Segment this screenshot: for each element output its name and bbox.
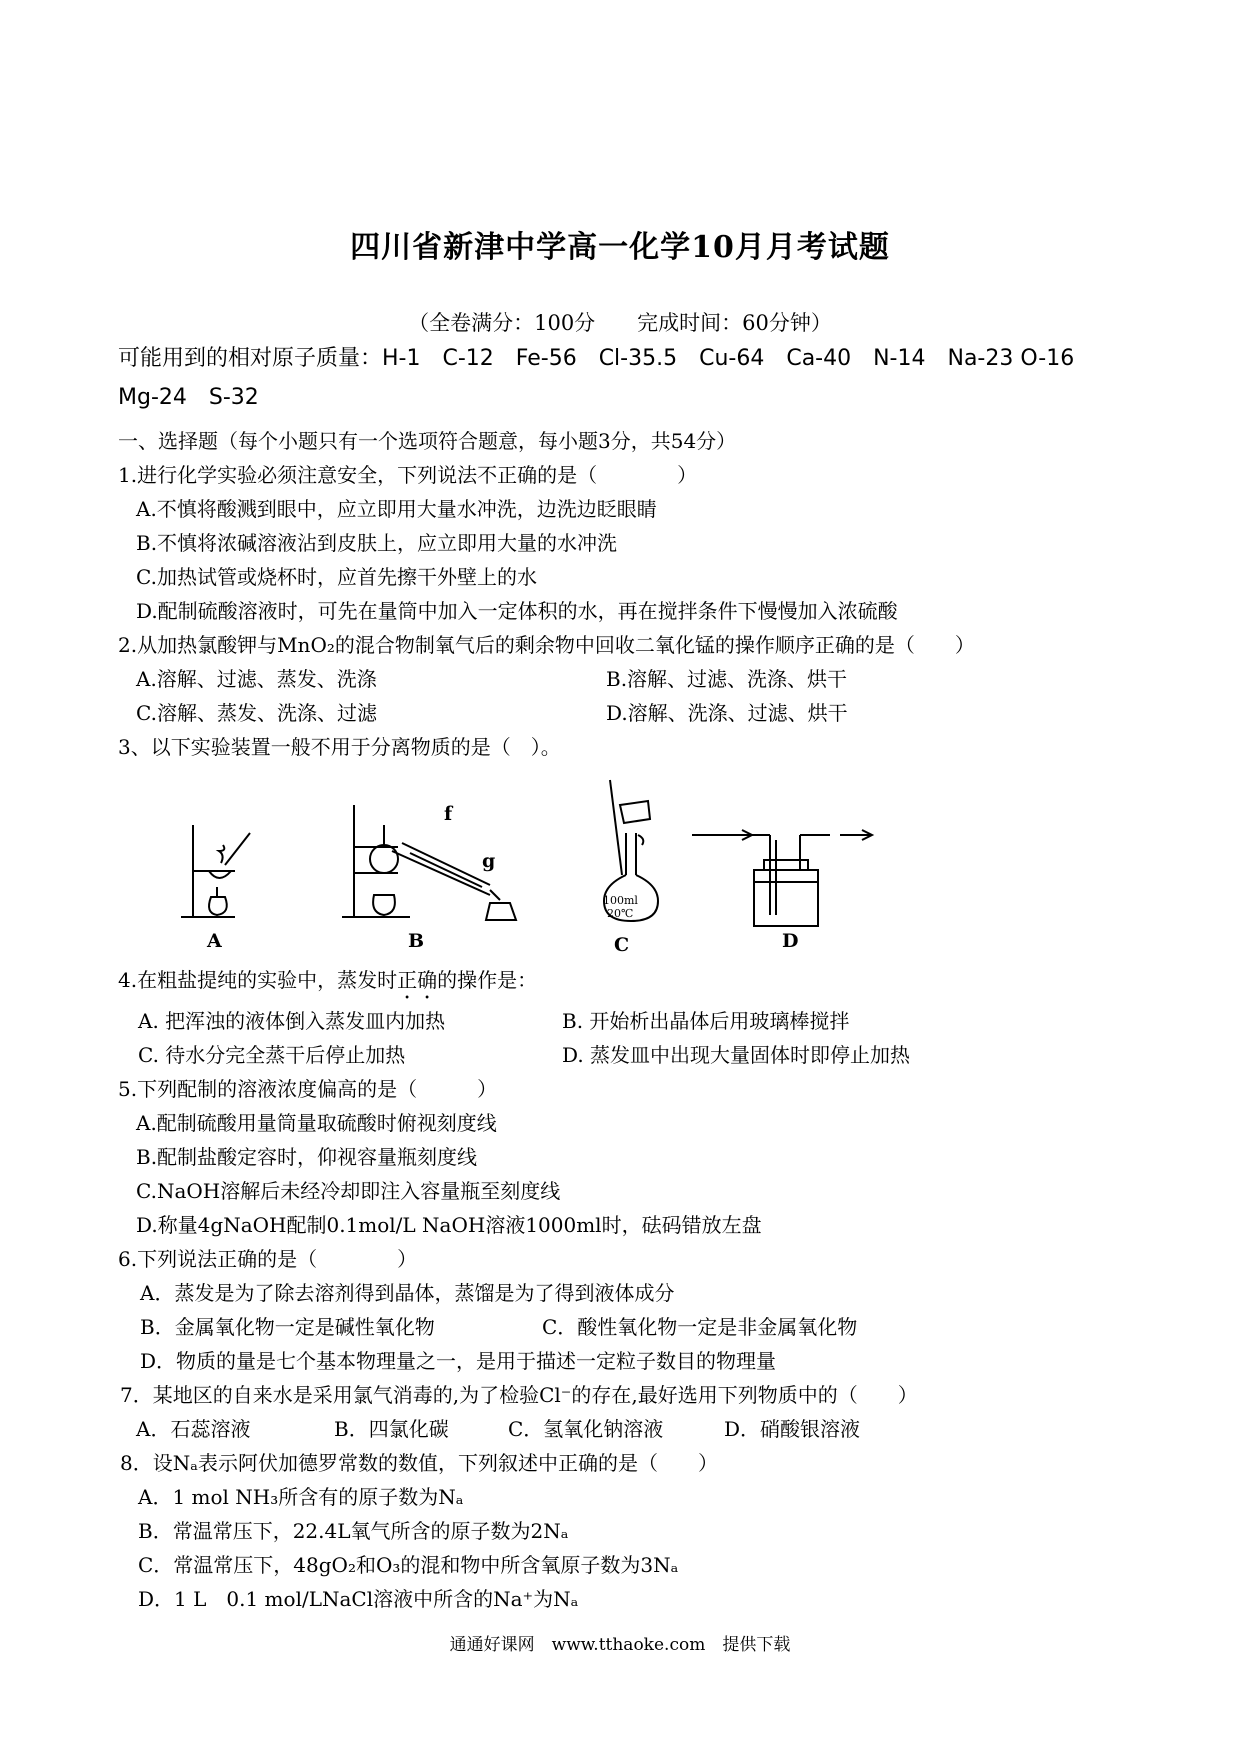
- question-8-stem: 8．设Nₐ表示阿伏加德罗常数的数值，下列叙述中正确的是（ ）: [120, 1451, 718, 1475]
- question-2-option-d: D.溶解、洗涤、过滤、烘干: [606, 701, 848, 725]
- apparatus-b-label: B: [408, 930, 425, 952]
- question-6-stem: 6.下列说法正确的是（ ）: [118, 1247, 418, 1271]
- question-5-option-b: B.配制盐酸定容时，仰视容量瓶刻度线: [136, 1145, 478, 1169]
- footer-source: 通通好课网 www.tthaoke.com 提供下载: [449, 1635, 791, 1655]
- question-6-option-d: D．物质的量是七个基本物理量之一，是用于描述一定粒子数目的物理量: [140, 1349, 777, 1373]
- question-7-option-a: A．石蕊溶液: [136, 1417, 251, 1441]
- label-g: g: [482, 850, 496, 872]
- atomic-masses-line2: Mg-24 S-32: [118, 385, 259, 410]
- apparatus-a-evaporation-figure: [175, 815, 265, 925]
- question-2-option-a: A.溶解、过滤、蒸发、洗涤: [136, 667, 377, 691]
- question-3-stem: 3、以下实验装置一般不用于分离物质的是（ ）。: [118, 735, 561, 759]
- page-title: 四川省新津中学高一化学10月月考试题: [350, 230, 890, 265]
- question-2-stem: 2.从加热氯酸钾与MnO₂的混合物制氧气后的剩余物中回收二氧化锰的操作顺序正确的是（ ）: [118, 633, 975, 657]
- atomic-masses-line1: 可能用到的相对原子质量：H-1 C-12 Fe-56 Cl-35.5 Cu-64 Ca-40 N-14 Na-23 O-16: [118, 346, 1075, 371]
- question-5-option-d: D.称量4gNaOH配制0.1mol/L NaOH溶液1000ml时，砝码错放左盘: [136, 1213, 762, 1237]
- question-6-option-c: C．酸性氧化物一定是非金属氧化物: [542, 1315, 858, 1339]
- section-heading: 一、选择题（每个小题只有一个选项符合题意，每小题3分，共54分）: [118, 429, 737, 453]
- question-8-option-b: B．常温常压下，22.4L氧气所含的原子数为2Nₐ: [138, 1519, 569, 1543]
- emphasis-char-1: 正: [397, 968, 418, 992]
- apparatus-c-label: C: [614, 934, 630, 956]
- question-5-option-a: A.配制硫酸用量筒量取硫酸时俯视刻度线: [136, 1111, 497, 1135]
- question-1-option-a: A.不慎将酸溅到眼中，应立即用大量水冲洗，边洗边眨眼睛: [136, 497, 657, 521]
- question-4-option-c: C. 待水分完全蒸干后停止加热: [138, 1043, 406, 1067]
- question-7-option-b: B．四氯化碳: [334, 1417, 449, 1441]
- question-4-stem: [118, 967, 537, 993]
- question-4-option-d: D. 蒸发皿中出现大量固体时即停止加热: [562, 1043, 911, 1067]
- question-1-option-c: C.加热试管或烧杯时，应首先擦干外壁上的水: [136, 565, 537, 589]
- apparatus-d-gas-washing-bottle-figure: [690, 820, 880, 930]
- question-5-stem: 5.下列配制的溶液浓度偏高的是（ ）: [118, 1077, 498, 1101]
- question-8-option-d: D．1 L 0.1 mol/LNaCl溶液中所含的Na⁺为Nₐ: [138, 1587, 579, 1611]
- question-7-stem: 7．某地区的自来水是采用氯气消毒的,为了检验Cl⁻的存在,最好选用下列物质中的（ ）: [120, 1383, 918, 1407]
- question-1-stem: 1.进行化学实验必须注意安全，下列说法不正确的是（ ）: [118, 463, 698, 487]
- question-8-option-a: A．1 mol NH₃所含有的原子数为Nₐ: [138, 1485, 464, 1509]
- question-5-option-c: C.NaOH溶解后未经冷却即注入容量瓶至刻度线: [136, 1179, 561, 1203]
- question-6-option-b: B．金属氧化物一定是碱性氧化物: [140, 1315, 435, 1339]
- question-7-option-c: C．氢氧化钠溶液: [508, 1417, 664, 1441]
- exam-info: （全卷满分：100分 完成时间：60分钟）: [408, 311, 832, 335]
- question-1-option-b: B.不慎将浓碱溶液沾到皮肤上，应立即用大量的水冲洗: [136, 531, 618, 555]
- emphasis-char-2: 确: [417, 968, 438, 992]
- question-4-option-b: B. 开始析出晶体后用玻璃棒搅拌: [562, 1009, 850, 1033]
- question-7-option-d: D．硝酸银溶液: [724, 1417, 861, 1441]
- question-1-option-d: D.配制硫酸溶液时，可先在量筒中加入一定体积的水，再在搅拌条件下慢慢加入浓硫酸: [136, 599, 898, 623]
- question-4-stem-pre: 4.在粗盐提纯的实验中，蒸发时: [118, 968, 398, 992]
- apparatus-b-distillation-figure: [340, 795, 530, 925]
- question-4-stem-post: 的操作是：: [437, 968, 538, 992]
- label-f: f: [444, 803, 453, 825]
- apparatus-d-label: D: [782, 930, 799, 952]
- question-2-option-b: B.溶解、过滤、洗涤、烘干: [606, 667, 848, 691]
- apparatus-a-label: A: [207, 930, 222, 952]
- question-8-option-c: C．常温常压下，48gO₂和O₃的混和物中所含氧原子数为3Nₐ: [138, 1553, 679, 1577]
- question-2-option-c: C.溶解、蒸发、洗涤、过滤: [136, 701, 377, 725]
- question-6-option-a: A．蒸发是为了除去溶剂得到晶体，蒸馏是为了得到液体成分: [140, 1281, 675, 1305]
- flask-temp-text: 20℃: [607, 907, 634, 920]
- question-4-option-a: A. 把浑浊的液体倒入蒸发皿内加热: [138, 1009, 446, 1033]
- flask-volume-text: 100ml: [603, 894, 638, 907]
